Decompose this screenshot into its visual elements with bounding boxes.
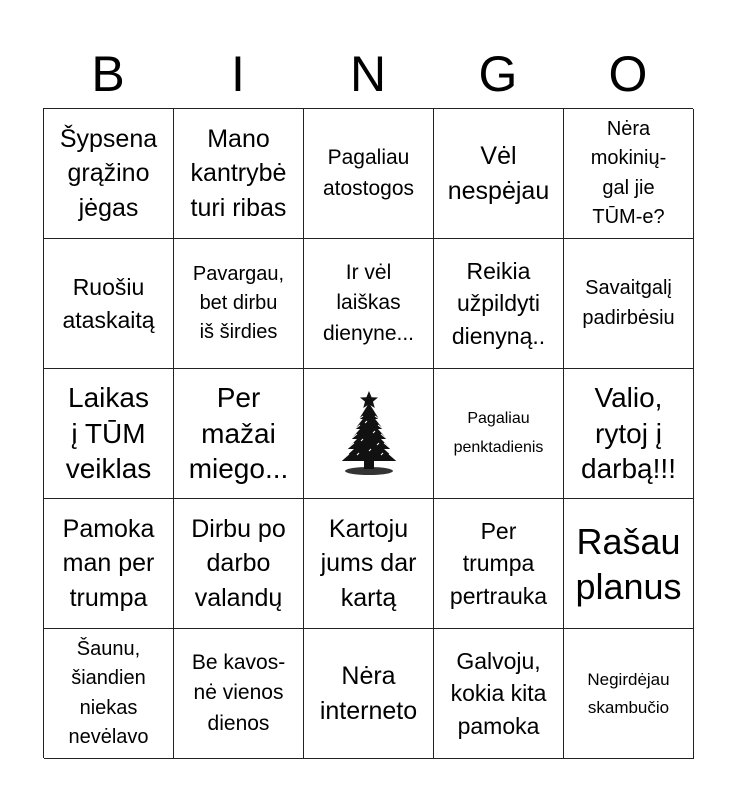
bingo-cell-4-3[interactable]: Kartoju jums dar kartą <box>304 499 434 629</box>
bingo-cell-1-4[interactable]: Vėl nespėjau <box>434 109 564 239</box>
bingo-grid <box>43 108 693 758</box>
bingo-cell-3-4[interactable]: Pagaliau penktadienis <box>434 369 564 499</box>
bingo-cell-2-1[interactable]: Ruošiu ataskaitą <box>44 239 174 369</box>
bingo-cell-2-5[interactable]: Savaitgalį padirbėsiu <box>564 239 694 369</box>
bingo-cell-5-4[interactable]: Galvoju, kokia kita pamoka <box>434 629 564 759</box>
bingo-header <box>43 40 693 108</box>
free-space-cell[interactable] <box>304 369 434 499</box>
bingo-cell-4-2[interactable]: Dirbu po darbo valandų <box>174 499 304 629</box>
bingo-cell-1-5[interactable]: Nėra mokinių- gal jie TŪM-e? <box>564 109 694 239</box>
bingo-cell-2-4[interactable]: Reikia užpildyti dienyną.. <box>434 239 564 369</box>
bingo-cell-4-1[interactable]: Pamoka man per trumpa <box>44 499 174 629</box>
header-letter-o: O <box>608 46 648 102</box>
bingo-cell-4-4[interactable]: Per trumpa pertrauka <box>434 499 564 629</box>
bingo-cell-1-1[interactable]: Šypsena grąžino jėgas <box>44 109 174 239</box>
bingo-cell-5-1[interactable]: Šaunu, šiandien niekas nevėlavo <box>44 629 174 759</box>
bingo-cell-3-5[interactable]: Valio, rytoj į darbą!!! <box>564 369 694 499</box>
christmas-tree-icon <box>329 389 409 479</box>
header-letter-g: G <box>478 46 518 102</box>
bingo-cell-3-2[interactable]: Per mažai miego... <box>174 369 304 499</box>
bingo-cell-5-5[interactable]: Negirdėjau skambučio <box>564 629 694 759</box>
bingo-cell-4-5[interactable]: Rašau planus <box>564 499 694 629</box>
bingo-cell-1-3[interactable]: Pagaliau atostogos <box>304 109 434 239</box>
bingo-cell-2-3[interactable]: Ir vėl laiškas dienyne... <box>304 239 434 369</box>
header-letter-b: B <box>91 46 125 102</box>
header-letter-n: N <box>349 46 387 102</box>
bingo-cell-1-2[interactable]: Mano kantrybė turi ribas <box>174 109 304 239</box>
bingo-cell-2-2[interactable]: Pavargau, bet dirbu iš širdies <box>174 239 304 369</box>
header-letter-i: I <box>231 46 245 102</box>
bingo-cell-3-1[interactable]: Laikas į TŪM veiklas <box>44 369 174 499</box>
bingo-cell-5-2[interactable]: Be kavos- nė vienos dienos <box>174 629 304 759</box>
bingo-cell-5-3[interactable]: Nėra interneto <box>304 629 434 759</box>
